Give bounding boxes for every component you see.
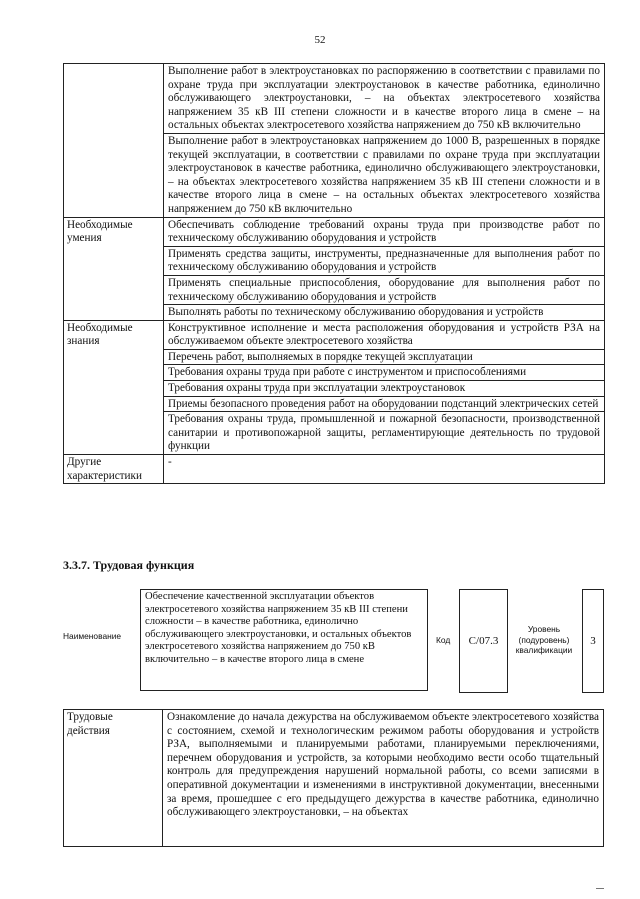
table-cell: Выполнять работы по техническому обслуживанию оборудования и устройств [164,305,605,321]
table-cell: Требования охраны труда, промышленной и пожарной безопасности, производственной санитарии и противопожарной защиты, регламентирующие деятельность по трудовой функции [164,412,605,455]
competency-table [63,63,605,484]
labor-actions-table [63,709,604,847]
table-cell: Ознакомление до начала дежурства на обслуживаемом объекте электросетевого хозяйства с состоянием, схемой и технологическим режимом работы оборудования и устройств РЗА, выполняемыми и планируемыми работами, планируемыми переключениями, перечнем оборудования и устройств, за которыми необходимо вести особо тщательный контроль для предупреждения нарушений нормальной работы, со всеми записями в оперативной документации и изменениями в инструктивной документации, внесенными за время, прошедшее с его предыдущего дежурства в качестве работника, единолично обслуживающего электроустановки, – на объектах [163,710,604,847]
qualification-level: 3 [590,635,596,647]
table-cell: Применять средства защиты, инструменты, предназначенные для выполнения работ по техническому обслуживанию оборудования и устройств [164,246,605,275]
row-label-other: Другие характеристики [64,455,164,484]
table-row [64,320,605,349]
table-row [64,64,605,134]
table-row [64,455,605,484]
table-cell: Выполнение работ в электроустановках напряжением до 1000 В, разрешенных в порядке текущей эксплуатации, в соответствии с правилами по охране труда при эксплуатации электроустановок в качестве работника, единолично обслуживающего электроустановки, – на объектах электросетевого хозяйства напряжением 35 кВ III степени сложности и в качестве второго лица в смене – на остальных объектах электросетевого хозяйства напряжением до 750 кВ включительно [164,133,605,217]
code-label: Код [436,635,451,645]
section-title: 3.3.7. Трудовая функция [63,558,195,572]
function-name-box: Обеспечение качественной эксплуатации объектов электросетевого хозяйства напряжением 35 кВ III степени сложности – в качестве работника, единолично обслуживающего электроустановки, и остальных объектов электросетевого хозяйства напряжением до 750 кВ включительно – в качестве второго лица в смене [140,589,428,691]
table-cell: - [164,455,605,484]
page-number: 52 [314,34,326,46]
row-label-actions: Трудовые действия [64,710,163,847]
table-cell: Требования охраны труда при эксплуатации электроустановок [164,381,605,397]
table-cell: Перечень работ, выполняемых в порядке текущей эксплуатации [164,349,605,365]
table-cell: Выполнение работ в электроустановках по распоряжению в соответствии с правилами по охране труда при эксплуатации электроустановок в качестве работника, единолично обслуживающего электроустановки, – на объектах электросетевого хозяйства напряжением 35 кВ III степени сложности и в качестве второго лица в смене – на остальных объектах электросетевого хозяйства напряжением до 750 кВ включительно [164,64,605,134]
row-label-skills: Необходимые умения [64,217,164,320]
name-label: Наименование [63,631,122,641]
table-cell: Обеспечивать соблюдение требований охраны труда при производстве работ по техническому обслуживанию оборудования и устройств [164,217,605,246]
function-code-box [459,589,508,693]
function-code: C/07.3 [468,635,499,647]
table-row [64,710,604,847]
row-label [64,64,164,218]
table-cell: Требования охраны труда при работе с инструментом и приспособлениями [164,365,605,381]
table-cell: Применять специальные приспособления, оборудование для выполнения работ по техническому обслуживанию оборудования и устройств [164,275,605,304]
qualification-level-box [582,589,604,693]
qualification-level-label: Уровень (подуровень) квалификации [515,624,573,655]
scan-mark [596,888,604,889]
table-row [64,217,605,246]
row-label-knowledge: Необходимые знания [64,320,164,454]
table-cell: Приемы безопасного проведения работ на оборудовании подстанций электрических сетей [164,396,605,412]
table-cell: Конструктивное исполнение и места расположения оборудования и устройств РЗА на обслуживаемом объекте электросетевого хозяйства [164,320,605,349]
